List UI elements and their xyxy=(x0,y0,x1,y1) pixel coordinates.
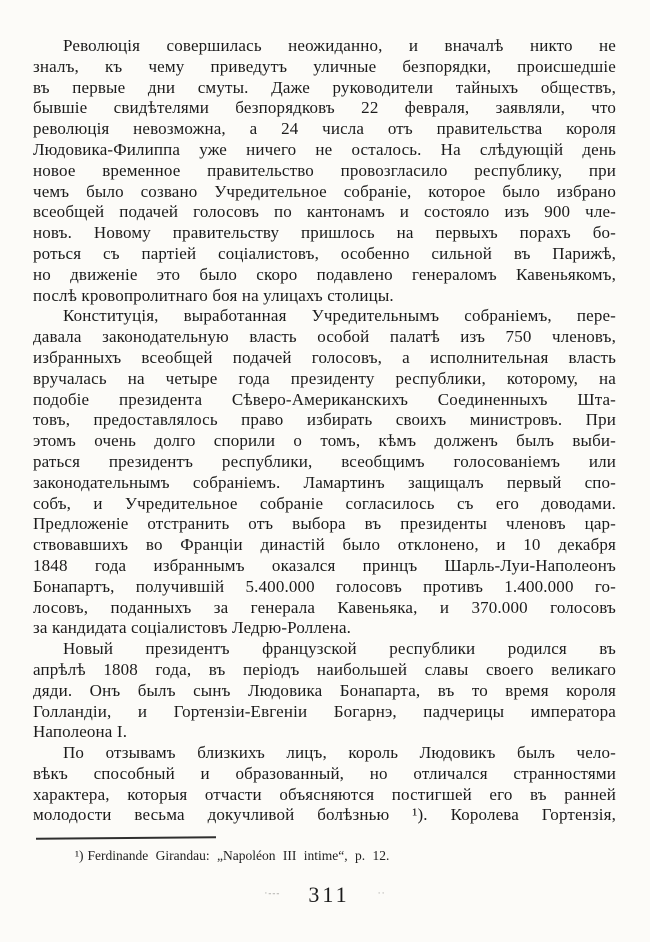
text-line: Бонапартъ, получившій 5.400.000 голосовъ противъ 1.400.000 го- xyxy=(33,576,616,596)
text-line: молодости весьма докучливой болѣзнью ¹). Королева Гортензія, xyxy=(33,805,616,825)
text-line: новъ. Новому правительству пришлось на первыхъ порахъ бо- xyxy=(33,223,616,243)
text-line: Наполеона I. xyxy=(33,722,128,742)
text-line: послѣ кровопролитнаго боя на улицахъ столицы. xyxy=(33,285,394,305)
text-line: товъ, предоставлялось право избирать своихъ министровъ. При xyxy=(33,410,616,430)
text-line: лосовъ, поданныхъ за генерала Кавеньяка, и 370.000 голосовъ xyxy=(33,597,616,617)
text-line: Предложеніе отстранить отъ выбора въ президенты членовъ цар- xyxy=(33,514,616,534)
text-line: бывшіе свидѣтелями безпорядковъ 22 февраля, заявляли, что xyxy=(33,98,616,118)
text-line: давала законодательную власть особой палатѣ изъ 750 членовъ, xyxy=(33,327,616,347)
footnote-separator xyxy=(36,836,216,840)
text-line: дяди. Онъ былъ сынъ Людовика Бонапарта, въ то время короля xyxy=(33,680,616,700)
text-line: Голландіи, и Гортензіи-Евгеніи Богарнэ, падчерицы императора xyxy=(33,701,616,721)
paragraph xyxy=(33,639,616,743)
text-line: Конституція, выработанная Учредительнымъ собраніемъ, пере- xyxy=(63,306,616,326)
text-line: зналъ, къ чему приведутъ уличные безпорядки, происшедшіе xyxy=(33,56,616,76)
text-line: апрѣлѣ 1808 года, въ періодъ наибольшей славы своего великаго xyxy=(33,659,616,679)
text-line: собъ, и Учредительное собраніе согласилось съ его доводами. xyxy=(33,493,616,513)
text-line: революція невозможна, а 24 числа отъ правительства короля xyxy=(33,119,616,139)
text-line: вручалась на четыре года президенту республики, которому, на xyxy=(33,368,616,388)
page-number-right-marks: ·· xyxy=(377,888,386,898)
paragraph xyxy=(33,36,616,306)
text-line: чемъ было созвано Учредительное собраніе, которое было избрано xyxy=(33,181,616,201)
text-line: Новый президентъ французской республики родился въ xyxy=(63,639,616,659)
text-line: Революція совершилась неожиданно, и вначалѣ никто не xyxy=(63,36,616,55)
text-line: избранныхъ всеобщей подачей голосовъ, а исполнительная власть xyxy=(33,347,616,367)
text-line: ствовавшихъ во Франціи династій было отклонено, и 10 декабря xyxy=(33,535,616,555)
body-text xyxy=(33,36,616,826)
footnote-text: Ferdinande Girandau: „Napoléon III intime“, p. 12. xyxy=(87,848,390,863)
page-number: 311 xyxy=(308,882,350,907)
page-number-row xyxy=(0,882,650,908)
text-line: въ первые дни смуты. Даже руководители тайныхъ обществъ, xyxy=(33,77,616,97)
text-line: новое временное правительство провозгласило республику, при xyxy=(33,160,616,180)
text-line: законодательнымъ собраніемъ. Ламартинъ защищалъ первый спо- xyxy=(33,472,616,492)
text-line: всеобщей подачей голосовъ по кантонамъ и состояло изъ 900 чле- xyxy=(33,202,616,222)
footnote-marker: ¹) xyxy=(75,848,84,863)
text-line: Людовика-Филиппа уже ничего не осталось. На слѣдующій день xyxy=(33,139,616,159)
text-line: 1848 года избраннымъ оказался принцъ Шарль-Луи-Наполеонъ xyxy=(33,555,616,575)
text-line: подобіе президента Сѣверо-Американскихъ Соединенныхъ Шта- xyxy=(33,389,616,409)
paragraph xyxy=(33,743,616,826)
footnote xyxy=(75,847,595,865)
text-line: характера, которыя отчасти объясняются постигшей его въ ранней xyxy=(33,784,616,804)
text-line: за кандидата соціалистовъ Ледрю-Роллена. xyxy=(33,618,352,638)
text-line: роться съ партіей соціалистовъ, особенно сильной въ Парижѣ, xyxy=(33,243,616,263)
text-line: но движеніе это было скоро подавлено генераломъ Кавеньякомъ, xyxy=(33,264,616,284)
page-number-left-marks: ·--- xyxy=(264,888,281,898)
paragraph xyxy=(33,306,616,639)
text-line: По отзывамъ близкихъ лицъ, король Людовикъ былъ чело- xyxy=(63,743,616,763)
text-line: вѣкъ способный и образованный, но отличался странностями xyxy=(33,763,616,783)
text-line: раться президентъ республики, всеобщимъ голосованіемъ или xyxy=(33,451,616,471)
text-line: этомъ очень долго спорили о томъ, кѣмъ долженъ былъ выби- xyxy=(33,431,616,451)
